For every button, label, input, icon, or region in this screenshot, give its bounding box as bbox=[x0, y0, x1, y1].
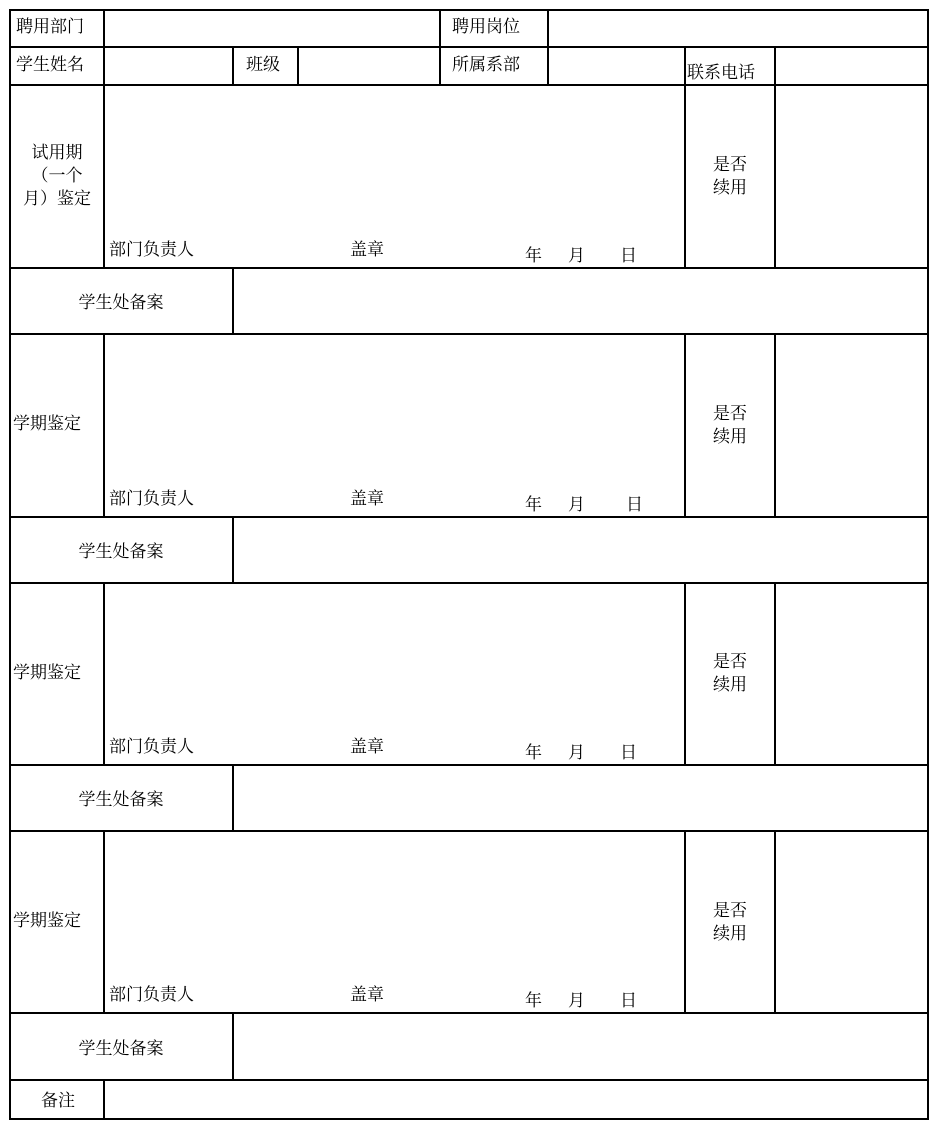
section-4-year: 年 bbox=[525, 991, 542, 1011]
label-student-name: 学生姓名 bbox=[16, 55, 84, 75]
section-3-seal: 盖章 bbox=[350, 737, 384, 757]
section-3-title: 学期鉴定 bbox=[13, 663, 81, 683]
section-4-record-label: 学生处备案 bbox=[78, 1039, 164, 1059]
section-4-month: 月 bbox=[568, 991, 585, 1011]
section-4-day: 日 bbox=[620, 991, 637, 1011]
section-1-month: 月 bbox=[568, 246, 585, 266]
label-class: 班级 bbox=[246, 55, 280, 75]
label-hiring-department: 聘用部门 bbox=[16, 17, 84, 37]
remark-label: 备注 bbox=[41, 1091, 75, 1111]
section-3-record-label: 学生处备案 bbox=[78, 790, 164, 810]
label-contact-phone: 联系电话 bbox=[687, 63, 755, 83]
section-4-signer: 部门负责人 bbox=[109, 985, 194, 1005]
section-2-month: 月 bbox=[568, 495, 585, 515]
section-4-seal: 盖章 bbox=[350, 985, 384, 1005]
section-1-signer: 部门负责人 bbox=[109, 240, 194, 260]
label-hiring-post: 聘用岗位 bbox=[452, 17, 520, 37]
section-3-day: 日 bbox=[620, 743, 637, 763]
section-2-title: 学期鉴定 bbox=[13, 414, 81, 434]
section-3-signer: 部门负责人 bbox=[109, 737, 194, 757]
section-1-record-label: 学生处备案 bbox=[78, 293, 164, 313]
section-4-renew: 是否 续用 bbox=[713, 901, 747, 944]
section-3-month: 月 bbox=[568, 743, 585, 763]
section-2-seal: 盖章 bbox=[350, 489, 384, 509]
section-1-year: 年 bbox=[525, 246, 542, 266]
section-2-record-label: 学生处备案 bbox=[78, 542, 164, 562]
section-2-renew: 是否 续用 bbox=[713, 404, 747, 447]
section-2-day: 日 bbox=[626, 495, 643, 515]
section-1-title: 试用期 （一个 月）鉴定 bbox=[23, 143, 91, 209]
section-3-renew: 是否 续用 bbox=[713, 652, 747, 695]
section-2-year: 年 bbox=[525, 495, 542, 515]
section-1-day: 日 bbox=[620, 246, 637, 266]
section-1-renew: 是否 续用 bbox=[713, 155, 747, 198]
section-2-signer: 部门负责人 bbox=[109, 489, 194, 509]
section-4-title: 学期鉴定 bbox=[13, 911, 81, 931]
section-1-seal: 盖章 bbox=[350, 240, 384, 260]
section-3-year: 年 bbox=[525, 743, 542, 763]
label-faculty: 所属系部 bbox=[452, 55, 520, 75]
